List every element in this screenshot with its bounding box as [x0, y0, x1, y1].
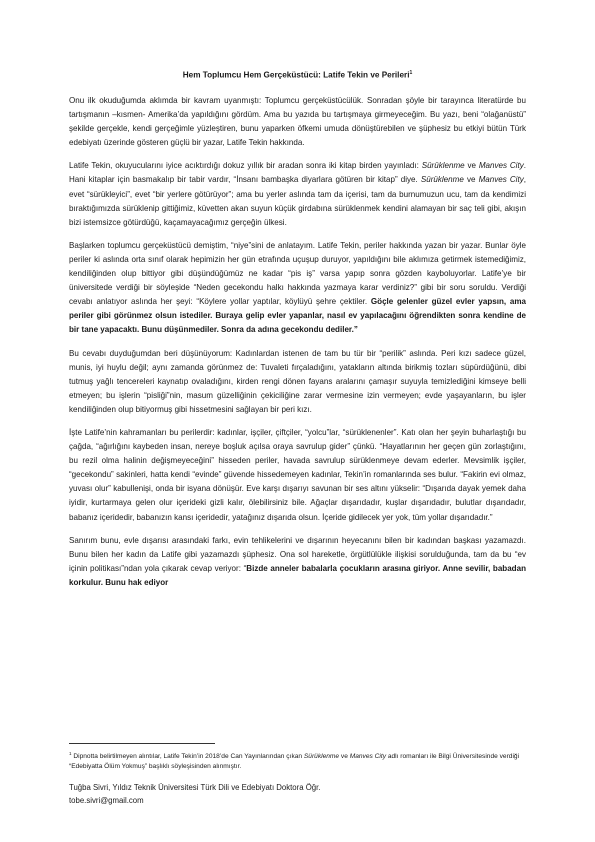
footnote-text: adlı romanları ile Bilgi Üniversitesinde verdiği “Edebiyatta Ölüm Yokmuş” başlıklı söyleşisinden alınmıştır. [69, 753, 520, 771]
paragraph-6 [69, 534, 526, 590]
paragraph-2-text: ve [463, 175, 479, 185]
book-title-manves-city: Manves City [478, 175, 524, 185]
paragraph-6-emphasis: Bizde anneler babalarla çocukların arasına giriyor. Anne sevilir, babadan korkulur. Bunu hak ediyor [69, 563, 526, 587]
paragraph-1: Onu ilk okuduğumda aklımda bir kavram uyanmıştı: Toplumcu gerçeküstücülük. Sonradan şöyle bir tarayınca literatürde bu tartışmanın –kısmen- Amerika’da yapıldığını gördüm. Ama bu yazıda bu tartışmaya girmeyeceğim. Bu yazı, beni “olağanüstü” şekilde gerçekle, kendi gerçeğimle yüzleştiren, bunu yaparken öfkemi umuda dönüştürebilen ve şüphesiz bu etkiyi bütün Türk edebiyatı üzerinde gösteren güçlü bir yazar, Latife Tekin hakkında. [69, 96, 526, 148]
footnote [69, 749, 529, 773]
paragraph-3-emphasis: Göçle gelenler güzel evler yapsın, ama periler gibi görünmez olsun istediler. Buraya gelip evler yapanlar, nasıl ev yapılacağını öğrendikten sonra kendine de bir tane yapacaktı. Bunu düşünmediler. Sonra da adına gecekondu dediler.” [69, 297, 526, 335]
author-email[interactable]: tobe.sivri@gmail.com [69, 796, 144, 805]
footnote-mark: 1 [69, 751, 72, 756]
title-text: Hem Toplumcu Hem Gerçeküstücü: Latife Tekin ve Perileri [182, 70, 410, 80]
title-footnote-mark: 1 [409, 70, 413, 76]
book-title-manves-city: Manves City [478, 161, 524, 171]
footnote-book-title: Manves City [349, 753, 387, 761]
paragraph-5: İşte Latife’nin kahramanları bu perilerdir: kadınlar, işçiler, çiftçiler, “yolcu”lar, “sürüklenenler”. Katı olan her şeyin buharlaştığı bu çağda, “ağırlığını kaybeden insan, nereye boşluk açılsa oraya savrulup gider” çünkü. “Hayatlarının her geçen gün zorlaştığını, bu rezil olma halinin değişmeyeceğini” hisseden periler, havada savrulup sürüklenmeye devam ederler. Mevsimlik işçiler, “gecekondu” sakinleri, hatta kendi “evinde” güvende hissedemeyen kadınlar, Tekin’in romanlarında ses bulur. “Fakirin evi olmaz, yuvası olur” kabullenişi, onda bir isyana dönüşür. Eve karşı dışarıyı savunan bir ses altını yükselir: “Dışarıda dayak yemek daha iyidir, kurtarmaya gelen olur içerideki gizli kalır, ölebilirsiniz bile. Ağaçlar dışarıdadır, kuşlar dışarıdadır, bulutlar dışarıdadır, babanız içeridedir, babanızın kansı içeridedir, yatağınız dışarıda olsun. İçeride gidilecek yer yok, tüm yollar dışarıdadır.” [69, 427, 526, 522]
paragraph-2-text: ve [464, 161, 479, 171]
paragraph-2-text: , evet “sürükleyici”, evet “bir yerlere götürüyor”; ama bu yerler aslında tam da içerisi, tam da burnumuzun ucu, tam da kendimizi bıraktığımızda sürüklenip gittiğimiz, küvetten akan suyun küçük girdabına sürüklenmek kendini alamayan bir saç teli gibi, akışın bizi istemsizce götürdüğü, kaçamayacağımız gerçeğin ülkesi. [69, 175, 526, 227]
book-title-suruklenme: Sürüklenme [420, 175, 464, 185]
author-info [69, 781, 320, 807]
document-title [0, 70, 595, 80]
paragraph-4: Bu cevabı duyduğumdan beri düşünüyorum: Kadınlardan istenen de tam bu tür bir “perilik” aslında. Peri kızı sadece güzel, munis, iyi huylu değil; aynı zamanda görünmez de: Tuvaleti fırçaladığını, yatakların altında birikmiş tozları süpürdüğünü, dibi tutmuş yağlı tencereleri kaynatıp ovaladığını, kirden rengi dönen fayans aralarını çamaşır suyuyla temizlediğini kimseye belli etmeyen; bu işlerin “pisliği”nin, masum güzelliğinin çekiciliğine zarar vermesine izin vermeyen; evde yaşayanların, bu işler kendiliğinden olup bitiyormuş gibi hissetmesini sağlayan bir peri kızı. [69, 348, 526, 414]
paragraph-3-text: Başlarken toplumcu gerçeküstücü demiştim, “niye”sini de anlatayım. Latife Tekin, periler hakkında yazan bir yazar. Bunlar öyle periler ki aslında orta sınıf olarak hepimizin her gün etrafında uçuşup duruyor, yapıldığını bile aklımıza getirmek istemediğimiz, kendiliğinden olup bittiyor gibi düşündüğümüz ne kadar “pis iş” varsa yapıp sonra gözden kayboluyorlar. Latife’ye bir üniversitede verdiği bir söyleşide “Neden gecekondu halkı hakkında yazmaya karar verdiniz?” gibi bir soru soruldu. Verdiği cevabı anlatıyor aslında her şeyi: “Köylere yollar yaptılar, köylüyü şehre çektiler. [69, 240, 526, 307]
paragraph-3 [69, 239, 526, 338]
footnote-book-title: Sürüklenme [303, 753, 340, 761]
paragraph-2-text: Latife Tekin, okuyucularını iyice acıktırdığı dokuz yıllık bir aradan sonra iki kitap birden yayınladı: [69, 161, 422, 171]
book-title-suruklenme: Sürüklenme [421, 161, 465, 171]
paragraph-2-text: . Hani kitaplar için basmakalıp bir tabir vardır, “İnsanı bambaşka diyarlara götüren bir kitap” diye. [69, 161, 526, 185]
paragraph-6-text: Sanırım bunu, evle dışarısı arasındaki farkı, evin tehlikelerini ve dışarının heyecanını bilen bir kadından başkası yazamazdı. Bunu bilen her kadın da Latife gibi yazamazdı şüphesiz. Ona sol hareketle, örgütlülükle ilişkisi sorulduğunda, tam da bu “ev içinin politikası”ndan yola çıkarak cevap veriyor: “ [69, 535, 526, 573]
footnote-separator [69, 743, 215, 744]
document-body [69, 94, 526, 599]
paragraph-2 [69, 159, 526, 229]
author-affiliation: Tuğba Sivri, Yıldız Teknik Üniversitesi Türk Dili ve Edebiyatı Doktora Öğr. [69, 783, 321, 792]
footnote-text: ve [339, 753, 350, 761]
footnote-text: Dipnotta belirtilmeyen alıntılar, Latife Tekin’in 2018’de Can Yayınlarından çıkan [71, 753, 304, 761]
